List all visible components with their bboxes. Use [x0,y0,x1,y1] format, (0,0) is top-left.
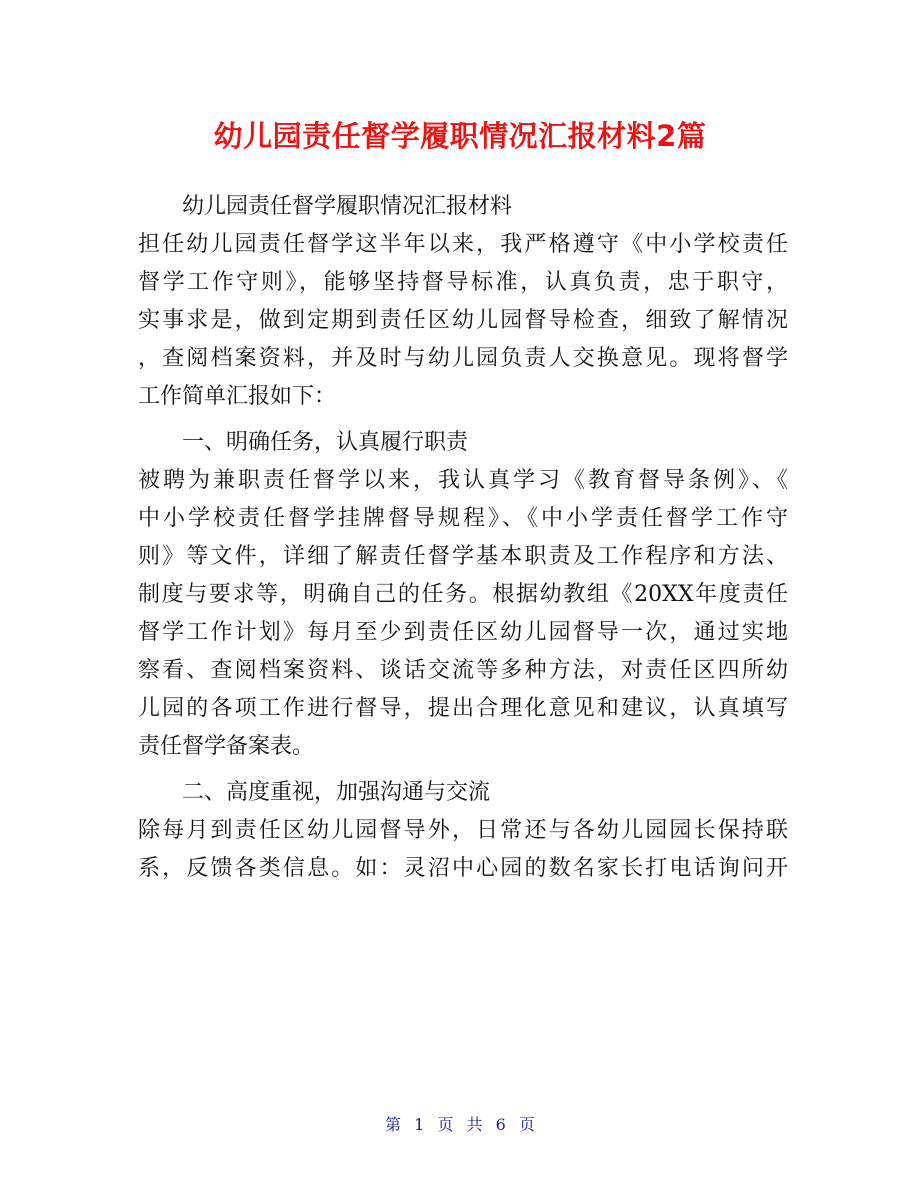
footer-label-page: 第 [385,1115,402,1134]
subtitle: 幼儿园责任督学履职情况汇报材料 [182,194,513,219]
footer-current-page: 1 [414,1115,425,1134]
paragraph-line: 被聘为兼职责任督学以来，我认真学习《教育督导条例》、《 [138,468,788,493]
paragraph-line: 工作简单汇报如下： [138,384,337,409]
footer-label-unit2: 页 [518,1115,535,1134]
section-heading: 一、明确任务，认真履行职责 [182,430,469,455]
paragraph-line: 系，反馈各类信息。如：灵沼中心园的数名家长打电话询问开 [138,856,788,881]
document-body [138,188,788,888]
paragraph-line: 责任督学备案表。 [138,734,315,759]
paragraph-line: 督学工作计划》每月至少到责任区幼儿园督导一次，通过实地 [138,620,788,645]
paragraph-line: 实事求是，做到定期到责任区幼儿园督导检查，细致了解情况 [138,308,788,333]
document-title: 幼儿园责任督学履职情况汇报材料2篇 [213,119,707,153]
intro-paragraph [138,226,788,416]
paragraph-line: 制度与要求等，明确自己的任务。根据幼教组《20XX年度责任 [138,582,788,607]
paragraph-line: 则》等文件，详细了解责任督学基本职责及工作程序和方法、 [138,544,788,569]
footer-label-unit: 页 [437,1115,454,1134]
paragraph-line: 担任幼儿园责任督学这半年以来，我严格遵守《中小学校责任 [138,232,788,257]
section1-paragraph [138,462,788,766]
page-footer [0,1112,920,1135]
paragraph-line: 儿园的各项工作进行督导，提出合理化意见和建议，认真填写 [138,696,788,721]
paragraph-line: 督学工作守则》，能够坚持督导标准，认真负责，忠于职守， [138,270,788,295]
section-heading: 二、高度重视，加强沟通与交流 [182,780,491,805]
paragraph-line: 中小学校责任督学挂牌督导规程》、《中小学责任督学工作守 [138,506,788,531]
paragraph-line: ，查阅档案资料，并及时与幼儿园负责人交换意见。现将督学 [138,346,788,371]
paragraph-line: 察看、查阅档案资料、谈话交流等多种方法，对责任区四所幼 [138,658,788,683]
footer-label-total: 共 [466,1115,483,1134]
footer-total-pages: 6 [495,1115,506,1134]
section2-paragraph [138,812,788,888]
paragraph-line: 除每月到责任区幼儿园督导外，日常还与各幼儿园园长保持联 [138,818,788,843]
